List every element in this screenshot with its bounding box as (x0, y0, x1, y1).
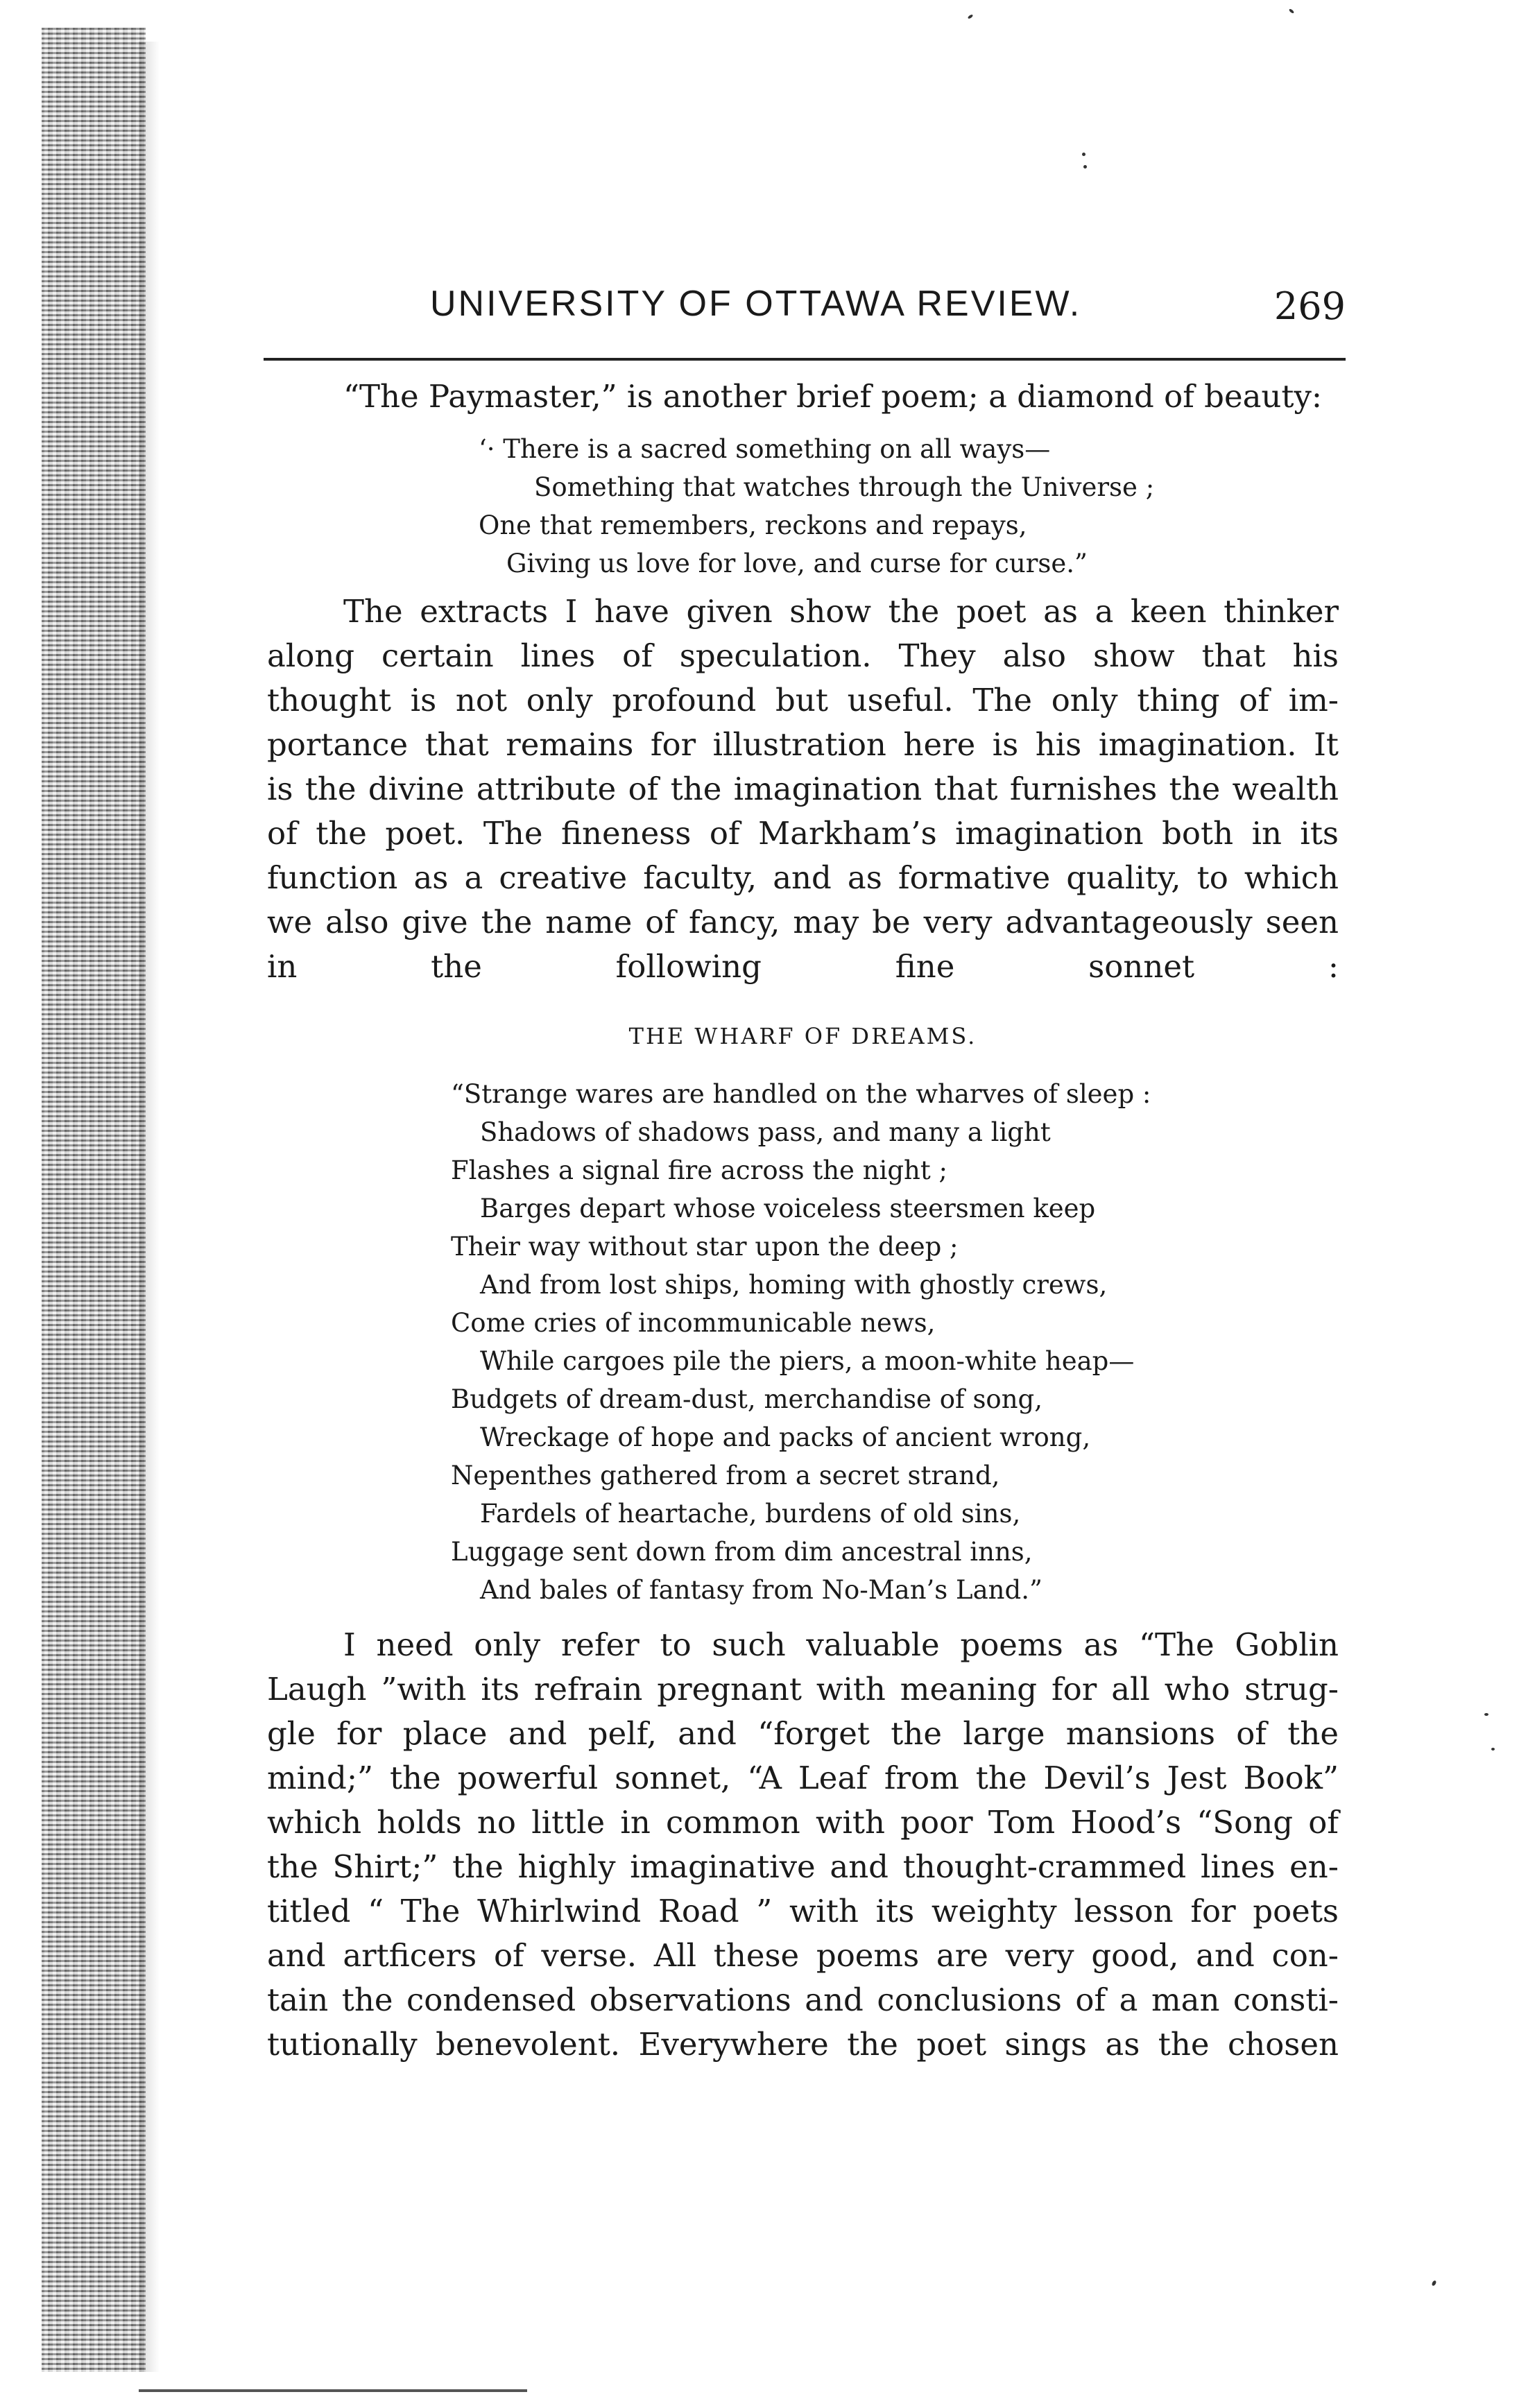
verse-line: Wreckage of hope and packs of ancient wrong, (480, 1422, 1091, 1452)
text-line: The extracts I have given show the poet as a keen thinker (343, 593, 1339, 630)
verse-line: Giving us love for love, and curse for curse.” (506, 549, 1088, 578)
text-line: gle for place and pelf, and “forget the large mansions of the (267, 1715, 1339, 1752)
book-binding-edge (42, 28, 146, 2372)
verse-line: Something that watches through the Universe ; (534, 472, 1155, 502)
verse-line: Shadows of shadows pass, and many a light (480, 1117, 1051, 1147)
scan-speck (1491, 1748, 1495, 1751)
text-line: along certain lines of speculation. They also show that his (267, 637, 1339, 674)
text-line: I need only refer to such valuable poems as “The Goblin (343, 1626, 1339, 1663)
text-line: Laugh ”with its refrain pregnant with meaning for all who strug- (267, 1671, 1339, 1708)
text-line: thought is not only profound but useful. The only thing of im- (267, 682, 1339, 719)
page-number: 269 (1273, 284, 1346, 328)
text-line: of the poet. The fineness of Markham’s imagination both in its (267, 815, 1339, 852)
header-rule (264, 358, 1346, 361)
scan-speck (1431, 2280, 1436, 2286)
bottom-edge-mark (139, 2389, 527, 2392)
text-line: portance that remains for illustration here is his imagination. It (267, 726, 1339, 763)
verse-line: Fardels of heartache, burdens of old sins, (480, 1499, 1021, 1529)
paragraph-extracts (267, 590, 1339, 989)
verse-line: Barges depart whose voiceless steersmen keep (480, 1194, 1096, 1223)
text-line: tain the condensed observations and conclusions of a man consti- (267, 1981, 1339, 2018)
verse-line: Their way without star upon the deep ; (451, 1232, 959, 1262)
gutter-shadow (139, 42, 160, 2372)
paymaster-verse (479, 430, 1154, 583)
text-line: which holds no little in common with poor Tom Hood’s “Song of (267, 1804, 1339, 1841)
verse-line: Come cries of incommunicable news, (451, 1308, 936, 1338)
running-title: UNIVERSITY OF OTTAWA REVIEW. (430, 284, 1082, 324)
verse-line: And bales of fantasy from No-Man’s Land.” (480, 1575, 1042, 1605)
scan-speck (1082, 153, 1085, 156)
paymaster-intro (267, 375, 1339, 419)
verse-line: “Strange wares are handled on the wharves of sleep : (451, 1079, 1151, 1109)
scan-speck (1083, 165, 1087, 169)
verse-line: Flashes a signal fire across the night ; (451, 1155, 947, 1185)
verse-line: ‘· There is a sacred something on all ways— (479, 434, 1051, 464)
text-line: function as a creative faculty, and as formative quality, to which (267, 859, 1339, 896)
sonnet-title: THE WHARF OF DREAMS. (628, 1023, 977, 1049)
text-line: mind;” the powerful sonnet, “A Leaf from the Devil’s Jest Book” (267, 1760, 1339, 1796)
text-line: is the divine attribute of the imagination that furnishes the wealth (267, 771, 1339, 807)
text-line: tutionally benevolent. Everywhere the poet sings as the chosen (267, 2026, 1339, 2063)
text-line: and artficers of verse. All these poems are very good, and con- (267, 1937, 1339, 1974)
text-line: we also give the name of fancy, may be very advantageously seen (267, 904, 1339, 940)
paragraph-goblin (267, 1623, 1339, 2067)
verse-line: Luggage sent down from dim ancestral inns, (451, 1537, 1033, 1567)
text-line: “The Paymaster,” is another brief poem; a diamond of beauty: (343, 378, 1323, 415)
scan-speck (968, 14, 974, 19)
text-line: in the following fine sonnet : (267, 948, 1339, 985)
verse-line: One that remembers, reckons and repays, (479, 510, 1027, 540)
verse-line: While cargoes pile the piers, a moon-white heap— (480, 1346, 1135, 1376)
text-line: the Shirt;” the highly imaginative and thought-crammed lines en- (267, 1848, 1339, 1885)
page-header (430, 277, 1346, 340)
scan-speck (1484, 1713, 1488, 1716)
scan-speck (1289, 8, 1295, 14)
verse-line: And from lost ships, homing with ghostly crews, (480, 1270, 1108, 1300)
sonnet-title-block (267, 1023, 1339, 1065)
verse-line: Budgets of dream-dust, merchandise of song, (451, 1384, 1042, 1414)
text-line: titled “ The Whirlwind Road ” with its weighty lesson for poets (267, 1893, 1339, 1929)
verse-line: Nepenthes gathered from a secret strand, (451, 1461, 1000, 1490)
sonnet-verse (451, 1075, 1151, 1609)
